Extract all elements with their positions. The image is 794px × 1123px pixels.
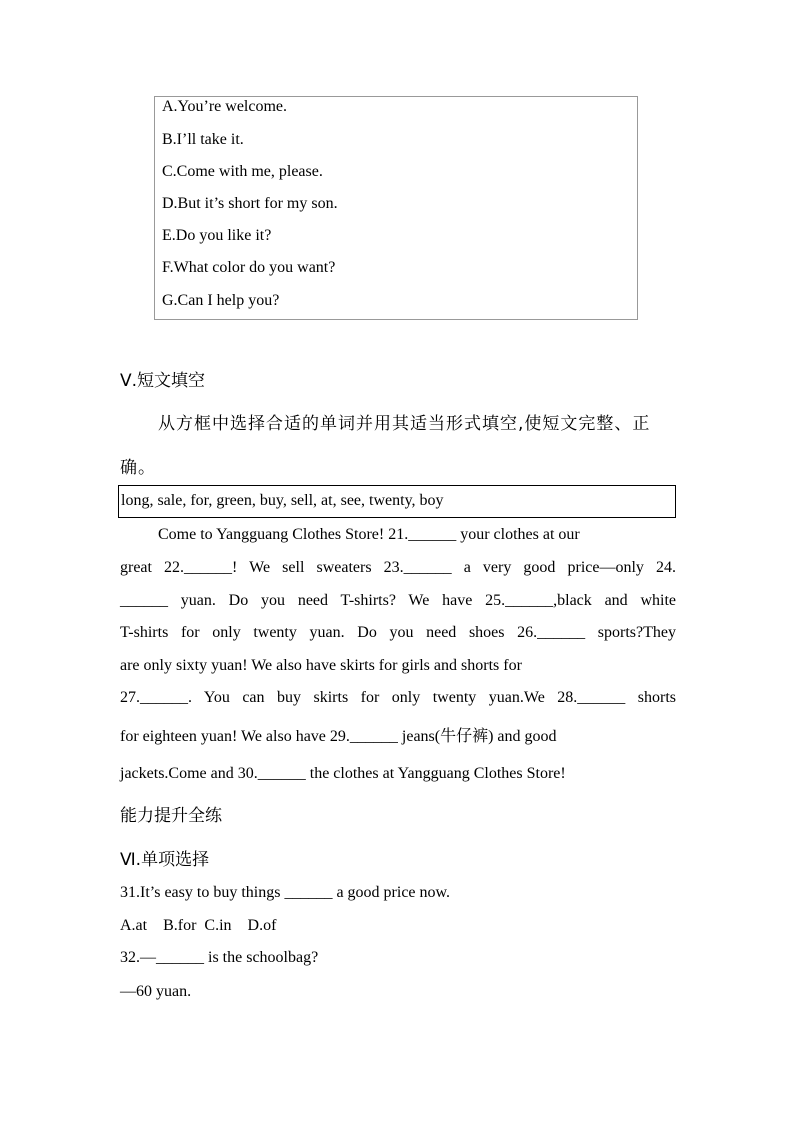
passage-line-5: are only sixty yuan! We also have skirts for girls and shorts for bbox=[120, 657, 522, 674]
word-bank-text: long, sale, for, green, buy, sell, at, see, twenty, boy bbox=[121, 492, 444, 509]
section-6-title: Ⅵ.单项选择 bbox=[120, 850, 210, 870]
ability-section-title: 能力提升全练 bbox=[120, 806, 222, 826]
option-a: A.You’re welcome. bbox=[162, 98, 288, 115]
question-31-options: A.at B.for C.in D.of bbox=[120, 917, 277, 934]
question-32-answer: —60 yuan. bbox=[120, 983, 192, 1000]
option-c: C.Come with me, please. bbox=[162, 163, 323, 180]
passage-line-2: great 22.______! We sell sweaters 23.______ a very good price—only 24. bbox=[120, 559, 676, 576]
question-31: 31.It’s easy to buy things ______ a good price now. bbox=[120, 884, 451, 901]
option-d: D.But it’s short for my son. bbox=[162, 195, 338, 212]
options-box bbox=[154, 96, 638, 320]
option-e: E.Do you like it? bbox=[162, 227, 272, 244]
passage-line-7: for eighteen yuan! We also have 29.______ jeans(牛仔裤) and good bbox=[120, 728, 557, 745]
passage-line-3: ______ yuan. Do you need T-shirts? We have 25.______,black and white bbox=[120, 592, 676, 609]
section-5-instruction-line1: 从方框中选择合适的单词并用其适当形式填空,使短文完整、正 bbox=[158, 414, 651, 434]
passage-line-1: Come to Yangguang Clothes Store! 21.______ your clothes at our bbox=[158, 526, 580, 543]
section-5-instruction-line2: 确。 bbox=[120, 458, 156, 478]
option-f: F.What color do you want? bbox=[162, 259, 336, 276]
option-g: G.Can I help you? bbox=[162, 292, 280, 309]
option-b: B.I’ll take it. bbox=[162, 131, 244, 148]
passage-line-8: jackets.Come and 30.______ the clothes at Yangguang Clothes Store! bbox=[120, 765, 566, 782]
word-bank-box bbox=[118, 485, 676, 518]
section-5-title: Ⅴ.短文填空 bbox=[120, 371, 206, 391]
question-32: 32.—______ is the schoolbag? bbox=[120, 949, 319, 966]
passage-line-4: T-shirts for only twenty yuan. Do you need shoes 26.______ sports?They bbox=[120, 624, 676, 641]
passage-line-6: 27.______. You can buy skirts for only twenty yuan.We 28.______ shorts bbox=[120, 689, 676, 706]
